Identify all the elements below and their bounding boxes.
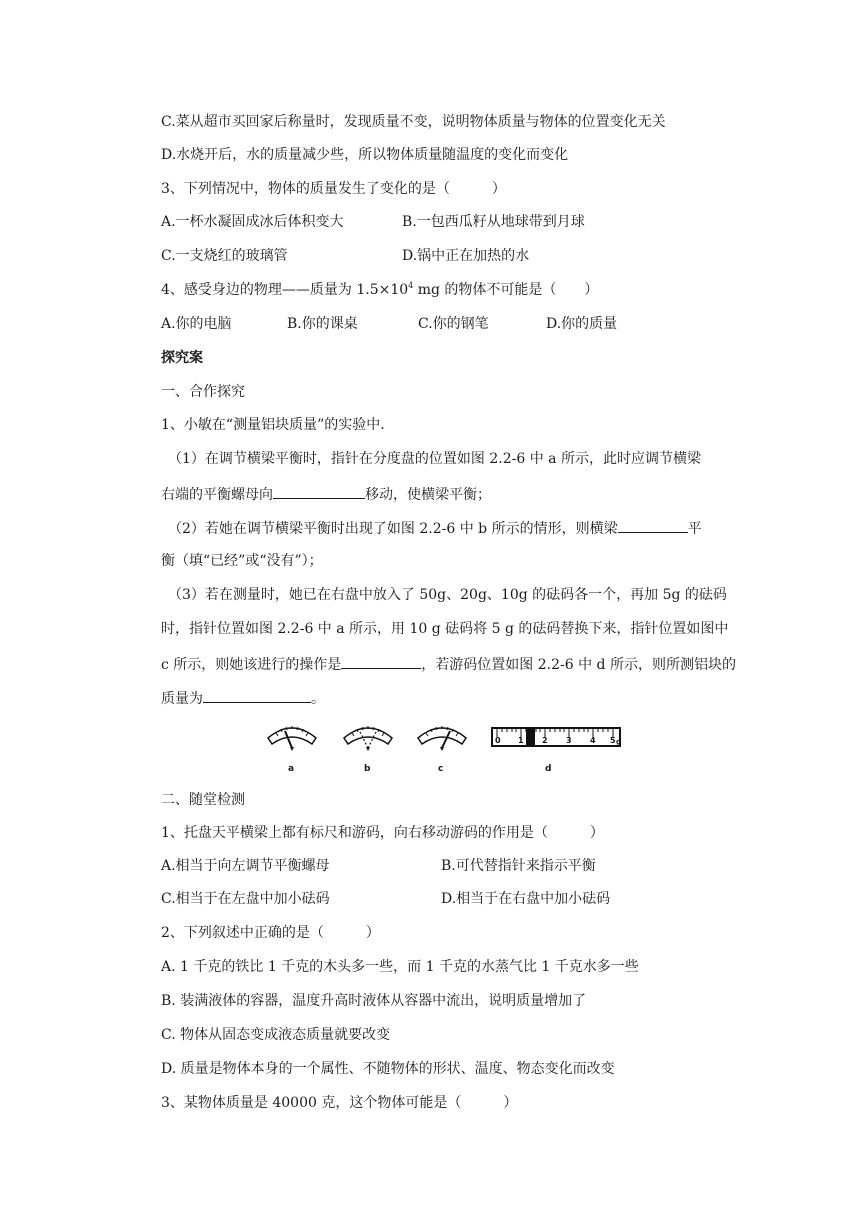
check-question-2-stem: 2、下列叙述中正确的是（ ） (161, 925, 380, 941)
part-2-text-pre: （2）若她在调节横梁平衡时出现了如图 2.2-6 中 b 所示的情形，则横梁 (168, 521, 618, 537)
answer-blank-balance[interactable] (618, 518, 688, 533)
q4-stem-exponent: 4 (408, 281, 414, 290)
part-3-text-mid: ，若游码位置如图 2.2-6 中 d 所示，则所测铝块的 (421, 657, 736, 673)
ruler-unit: g (616, 738, 622, 746)
q4-option-a: A.你的电脑 (161, 316, 232, 332)
q3-option-d: D.锅中正在加热的水 (402, 248, 530, 264)
figure-2-2-6 (262, 716, 622, 776)
part-1-text-post: 移动，使横梁平衡； (365, 487, 491, 503)
q4-option-c: C.你的钢笔 (418, 316, 489, 332)
part-3-line-1: （3）若在测量时，她已在右盘中放入了 50g、20g、10g 的砝码各一个，再加 5g 的砝码 (168, 587, 727, 603)
dial-b (344, 726, 392, 751)
answer-blank-direction[interactable] (273, 484, 365, 499)
answer-blank-mass[interactable] (203, 688, 311, 703)
check-q2-option-c: C. 物体从固态变成液态质量就要改变 (161, 1027, 391, 1043)
check-q1-option-d: D.相当于在右盘中加小砝码 (441, 891, 611, 907)
part-3-mass-post: 。 (311, 691, 325, 707)
dial-c (418, 726, 466, 751)
ruler-d (492, 728, 620, 746)
ruler-tick-5: 5 (610, 736, 616, 745)
check-question-1-stem: 1、托盘天平横梁上都有标尺和游码，向右移动游码的作用是（ ） (161, 825, 604, 841)
part-2-text-post: 平 (687, 521, 702, 537)
explore-heading: 探究案 (161, 350, 203, 366)
ruler-tick-4: 4 (590, 736, 596, 745)
answer-blank-operation[interactable] (341, 654, 421, 669)
option-c-line: C.菜从超市买回家后称量时，发现质量不变，说明物体质量与物体的位置变化无关 (161, 114, 666, 130)
q3-option-b: B.一包西瓜籽从地球带到月球 (402, 214, 585, 230)
part-2-line-2: 衡（填“已经”或“没有”）； (161, 553, 323, 569)
part-3-line-2: 时，指针位置如图 2.2-6 中 a 所示，用 10 g 砝码将 5 g 的砝码替换下来，指针位置如图中 (161, 621, 729, 637)
q3-option-c: C.一支烧红的玻璃管 (161, 248, 288, 264)
check-q1-option-b: B.可代替指针来指示平衡 (441, 858, 596, 874)
part-1-line-2 (161, 484, 491, 504)
explore-question-1-stem: 1、小敏在“测量铝块质量”的实验中. (161, 417, 385, 433)
q3-option-a: A.一杯水凝固成冰后体积变大 (161, 214, 344, 230)
question-4-stem (161, 281, 598, 299)
check-q2-option-a: A. 1 千克的铁比 1 千克的木头多一些，而 1 千克的水蒸气比 1 千克水多一些 (161, 959, 639, 975)
part-3-text-pre: c 所示，则她该进行的操作是 (161, 657, 342, 673)
q4-option-b: B.你的课桌 (287, 316, 358, 332)
q4-option-d: D.你的质量 (546, 316, 618, 332)
part-1-line-1: （1）在调节横梁平衡时，指针在分度盘的位置如图 2.2-6 中 a 所示，此时应调节横梁 (168, 451, 701, 467)
check-question-3-stem: 3、某物体质量是 40000 克，这个物体可能是（ ） (161, 1095, 518, 1111)
ruler-tick-0: 0 (495, 736, 501, 745)
figure-label-a: a (288, 764, 295, 774)
check-q2-option-d: D. 质量是物体本身的一个属性、不随物体的形状、温度、物态变化而改变 (161, 1061, 615, 1077)
figure-label-d: d (545, 764, 552, 774)
figure-label-c: c (438, 764, 444, 774)
q4-stem-pre: 4、感受身边的物理——质量为 1.5×10 (161, 282, 409, 298)
q4-stem-post: mg 的物体不可能是（ ） (413, 282, 599, 298)
part-3-mass-pre: 质量为 (161, 691, 203, 707)
figure-label-b: b (364, 764, 371, 774)
ruler-tick-2: 2 (542, 736, 548, 745)
check-q1-option-c: C.相当于在左盘中加小砝码 (161, 891, 330, 907)
check-q2-option-b: B. 装满液体的容器，温度升高时液体从容器中流出，说明质量增加了 (161, 993, 587, 1009)
ruler-tick-3: 3 (566, 736, 572, 745)
part-3-line-4 (161, 688, 325, 708)
part-3-line-3 (161, 654, 736, 674)
section-heading-check: 二、随堂检测 (161, 792, 245, 808)
option-d-line: D.水烧开后，水的质量减少些，所以物体质量随温度的变化而变化 (161, 147, 569, 163)
part-2-line-1 (168, 518, 702, 538)
part-1-text-pre: 右端的平衡螺母向 (161, 487, 273, 503)
dial-a (268, 726, 316, 751)
rider-weight (526, 729, 535, 745)
question-3-stem: 3、下列情况中，物体的质量发生了变化的是（ ） (161, 181, 506, 197)
check-q1-option-a: A.相当于向左调节平衡螺母 (161, 858, 330, 874)
section-heading-cooperative: 一、合作探究 (161, 384, 245, 400)
ruler-tick-1: 1 (518, 736, 524, 745)
